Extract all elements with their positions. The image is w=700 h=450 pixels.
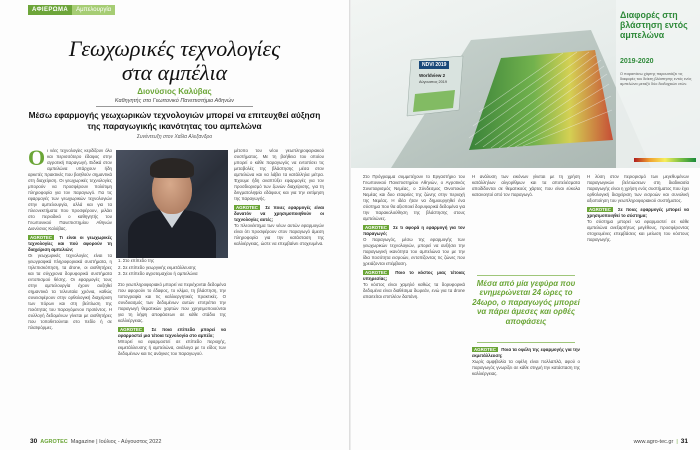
col2-question: AGROTEC Σε ποια επίπεδα μπορεί να εφαρμοστεί μια τέτοια τεχνολογία στο αμπέλι; [118, 327, 226, 338]
r-col1-answer: Ο παραγωγός, μέσω της εφαρμογής των γεωχωρικών τεχνολογιών, μπορεί να αυξήσει την παραγωγική ικανότητα του αμπελώνα του με την ίδια ποσότητα εισροών, εντοπίζοντας τις ζώνες που χρειάζονται επέμβαση. [363, 237, 465, 266]
column-3 [234, 148, 324, 436]
vineyard-map-figure [351, 0, 700, 168]
r-col3-question: AGROTEC Σε ποιες εφαρμογές μπορεί να χρησιμοποιηθεί το σύστημα; [587, 207, 689, 218]
photo-hair [150, 158, 194, 178]
figure-years: 2019-2020 [620, 58, 654, 65]
col3-answer: Το πλεονέκτημα των νέων αυτών εφαρμογών είναι ότι προσφέρουν στον παραγωγό άμεση πληροφορία για την κατάσταση της καλλιέργειας, ώστε να επεμβαίνει στοχευμένα. [234, 223, 324, 246]
satellite-date: Αύγουστος 2019 [419, 80, 447, 84]
r-col2-question: AGROTEC Ποια τα οφέλη της εφαρμογής για την εκμετάλλευση; [472, 347, 580, 358]
right-footer [634, 438, 688, 445]
agrotec-tag: AGROTEC [30, 235, 52, 240]
agrotec-tag: AGROTEC [474, 347, 496, 352]
list-item: 2. Σε επίπεδο γεωργικής εκμετάλλευσης [118, 264, 196, 270]
column-2 [118, 282, 226, 436]
numbered-list [118, 258, 226, 278]
list-item: 1. Στο επίπεδο της [118, 258, 155, 263]
dropcap: Ο [28, 148, 46, 170]
magazine-name: AGROTEC [40, 438, 68, 445]
agrotec-tag: AGROTEC [365, 270, 387, 275]
agrotec-tag: AGROTEC [365, 225, 387, 230]
section-primary: ΑΦΙΕΡΩΜΑ [28, 5, 72, 15]
title-line-2: στα αμπέλια [121, 60, 228, 85]
title-line-1: Γεωχωρικές τεχνολογίες [68, 36, 281, 61]
r-col1-paragraph: Στο Πρόγραμμα συμμετέχουν το Εργαστήριο του Γεωπονικού Πανεπιστημίου Αθηνών, ο Αγροτικός Συνεταιρισμός Νεμέας, ο Σύνδεσμος Οινοποιών Νεμέας και δυο εταιρείες της ζώνης στην περιοχή της Νεμέας. Η ιδέα ήταν να δημιουργηθεί ένα σύστημα που θα αξιοποιεί δορυφορικά δεδομένα για την παρακολούθηση της βλάστησης στους αμπελώνες. [363, 174, 465, 221]
agrotec-tag: AGROTEC [120, 327, 142, 332]
page-number-right: 31 [680, 438, 688, 445]
column-1 [28, 148, 112, 436]
author-photo [116, 150, 228, 258]
r-col3-paragraph: Η λύση στον περιορισμό των μεγεθυμένων παραγωγικών βελτιώσεων στη διαδικασία παραγωγής είναι η χρήση ενός συστήματος που έχει ορθολογική διαχείριση των εισροών και συνολική αξιοποίηση του γεωπληροφοριακού συστήματος. [587, 174, 689, 203]
r-col1-answer-2: Το κόστος είναι χαμηλό καθώς τα δορυφορικά δεδομένα είναι διαθέσιμα δωρεάν, ενώ για τα drone απαιτείται επιπλέον δαπάνη. [363, 282, 465, 299]
editor-note: Συνέντευξη στον Χαΐλα Αλεξανδρο [136, 134, 213, 140]
satellite-label: Worldview 2 [419, 73, 446, 78]
separator: | [676, 438, 678, 445]
ndvi-label: NDVI 2019 [419, 61, 449, 69]
author-affiliation: Καθηγητής στο Γεωπονικό Πανεπιστήμιο Αθηνών [114, 98, 235, 104]
col3-question: AGROTEC Σε ποιες εφαρμογές είναι δυνατόν να χρησιμοποιηθούν οι τεχνολογίες αυτές; [234, 205, 324, 222]
col2-answer: Μπορεί να εφαρμοστεί σε επίπεδο περιοχής, εκμετάλλευσης ή αμπελώνα, ανάλογα με το είδος των δεδομένων και τις ανάγκες του παραγωγού. [118, 339, 226, 356]
r-col2-paragraph: Η ανάλυση των εικόνων γίνεται με τη χρήση κατάλληλων αλγορίθμων και τα αποτελέσματα αποδίδονται σε θεματικούς χάρτες που είναι εύκολα κατανοητοί από τον παραγωγό. [472, 174, 580, 197]
left-footer [30, 438, 161, 445]
agrotec-tag: AGROTEC [236, 205, 258, 210]
r-col1-question: AGROTEC Σε τι αφορά η εφαρμογή για τον παραγωγό; [363, 225, 465, 236]
website-url: www.agro-tec.gr [633, 438, 674, 445]
col1-paragraph: ι νέες τεχνολογίες κερδίζουν όλο και περισσότερο έδαφος στην αγροτική παραγωγή. Ειδικά στον αμπελώνα υπάρχουν ήδη αρκετές πρακτικές που βοηθούν σημαντικά στη διαχείριση. Οι γεωχωρικές τεχνολογίες μπορούν να προσφέρουν πολύτιμη πληροφορία για τον παραγωγό. Για τις εφαρμογές των γεωχωρικών τεχνολογιών στην αμπελουργία, αλλά και για τα πλεονεκτήματα που προσφέρουν, μιλάει στο περιοδικό ο καθηγητής του Γεωπονικού Πανεπιστημίου Αθηνών Διονύσιος Καλύβας. [28, 148, 112, 231]
list-item: 3. Σε επίπεδο αγροτεμαχίου ή αμπελώνα [118, 271, 198, 276]
figure-title: Διαφορές στη βλάστηση εντός αμπελώνα [620, 10, 688, 40]
divider [96, 106, 253, 107]
section-tag [28, 4, 115, 15]
col3-paragraph: μέτοπο του νέου γεωπληροφοριακού συστήματος. Με τη βοήθεια του οποίου μπορεί ο κάθε παραγωγός να εντοπίσει τις μεταβολές της βλάστησης μέσα στον αμπελώνα και να λάβει τα κατάλληλα μέτρα. Έχουμε ήδη αναπτύξει εφαρμογές για τον προσδιορισμό των ζωνών διαχείρισης, για τη δειγματοληψία εδάφους και για την εκτίμηση της παραγωγής. [234, 148, 324, 201]
r-col3-answer: Το σύστημα μπορεί να εφαρμοστεί σε κάθε αμπελώνα ανεξαρτήτως μεγέθους, προσφέροντας στοχευμένες επεμβάσεις και μείωση του κόστους παραγωγής. [587, 219, 689, 242]
col1-question: AGROTEC Τι είναι οι γεωχωρικές τεχνολογίες και πού αφορούν τη διαχείριση αμπελιών; [28, 235, 112, 252]
lead-paragraph: Μέσω εφαρμογής γεωχωρικών τεχνολογιών μπορεί να επιτευχθεί αύξηση της παραγωγικής ικανότητας του αμπελώνα [28, 110, 321, 131]
right-page [351, 0, 700, 450]
pull-quote-rule-top [477, 275, 575, 276]
section-secondary: Αμπελουργία [72, 5, 115, 15]
page-number: 30 [30, 438, 38, 445]
r-col2-answer: Χωρίς αμφιβολία τα οφέλη είναι πολλαπλά, αφού ο παραγωγός γνωρίζει σε κάθε στιγμή την κατάσταση της καλλιέργειας. [472, 359, 580, 376]
pull-quote-rule-bottom [477, 342, 575, 343]
col1-answer: Οι γεωχωρικές τεχνολογίες είναι τα γεωγραφικά πληροφοριακά συστήματα, η τηλεπισκόπηση, τα drone, οι αισθητήρες και τα σύγχρονα δορυφορικά συστήματα εντοπισμού θέσης. Οι εφαρμογές τους στην αμπελουργία έχουν αυξηθεί σημαντικά τα τελευταία χρόνια, καθώς συνεισφέρουν στην ορθολογική διαχείριση των πόρων και στη βελτίωση της ποιότητας του παραγόμενου προϊόντος. Η συλλογή δεδομένων γίνεται με αισθητήρες που τοποθετούνται στο πεδίο ή σε πλατφόρμες. [28, 253, 112, 330]
right-column-2-top [472, 174, 580, 274]
r-col1-question-2: AGROTEC Ποιο το κόστος μιας τέτοιας υπηρεσίας; [363, 270, 465, 281]
right-column-3 [587, 174, 689, 436]
left-page [0, 0, 349, 450]
pull-quote: Μέσα από μία γεφύρα που ενημερώνεται 24 ώρες το 24ωρο, ο παραγωγός μπορεί να πάρει άμεσες και ορθές αποφάσεις [472, 279, 580, 326]
right-column-1 [363, 174, 465, 436]
figure-panel [616, 0, 700, 168]
right-column-2-bottom [472, 347, 580, 436]
ndvi-legend-bar [634, 158, 696, 162]
author-name: Διονύσιος Καλύβας [137, 87, 212, 96]
figure-caption: Ο παραπάνω χάρτης παρουσιάζει τις διαφορές του δείκτη βλάστησης εντός ενός αμπελώνα μεταξύ δύο διαδοχικών ετών. [620, 72, 692, 86]
issue-info: Magazine | Ιούλιος - Αύγουστος 2022 [70, 438, 162, 445]
article-title [20, 37, 329, 85]
col2-paragraph: Στο γεωπληροφοριακό μπορεί να περιέχονται δεδομένα που αφορούν το έδαφος, το κλίμα, τη βλάστηση, την τοπογραφία και τις καλλιεργητικές πρακτικές. Ο συνδυασμός των δεδομένων αυτών επιτρέπει την παραγωγή θεματικών χαρτών που χρησιμοποιούνται για τη λήψη αποφάσεων σε κάθε στάδιο της καλλιέργειας. [118, 282, 226, 323]
agrotec-tag: AGROTEC [589, 207, 611, 212]
